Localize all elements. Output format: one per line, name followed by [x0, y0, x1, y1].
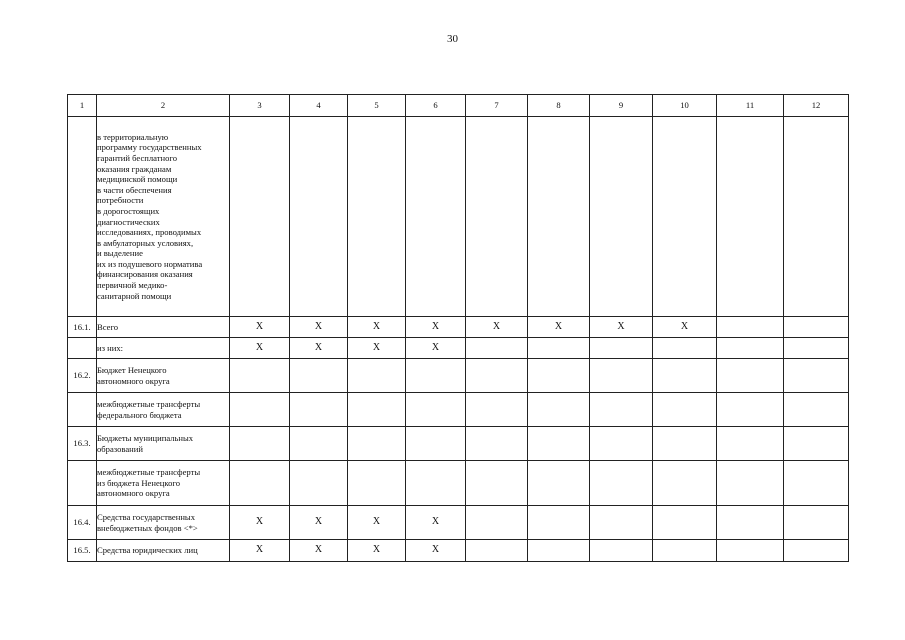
value-cell-col-7 — [466, 506, 528, 540]
row-description — [97, 338, 230, 359]
value-cell-col-10 — [653, 540, 717, 562]
value-cell-col-3: X — [230, 506, 290, 540]
value-cell-col-6: X — [406, 317, 466, 338]
description-line: в части обеспечения — [97, 184, 172, 195]
header-cell-11: 11 — [717, 95, 784, 117]
value-cell-col-5: X — [348, 540, 406, 562]
description-line: автономного округа — [97, 375, 170, 386]
value-cell-col-4 — [290, 461, 348, 506]
row-description — [97, 427, 230, 461]
value-cell-col-9 — [590, 359, 653, 393]
description-line: в дорогостоящих — [97, 205, 160, 216]
row-code: 16.4. — [68, 506, 97, 540]
value-cell-col-8 — [528, 117, 590, 317]
value-cell-col-11 — [717, 359, 784, 393]
header-cell-8: 8 — [528, 95, 590, 117]
value-cell-col-5 — [348, 359, 406, 393]
value-cell-col-12 — [784, 359, 849, 393]
table-row — [68, 506, 849, 540]
value-cell-col-9 — [590, 117, 653, 317]
row-code: 16.1. — [68, 317, 97, 338]
value-cell-col-12 — [784, 338, 849, 359]
value-cell-col-6: X — [406, 338, 466, 359]
value-cell-col-5: X — [348, 317, 406, 338]
description-line: Бюджеты муниципальных — [97, 432, 194, 443]
value-cell-col-5: X — [348, 506, 406, 540]
description-line: программу государственных — [97, 142, 202, 153]
value-cell-col-4 — [290, 117, 348, 317]
value-cell-col-9 — [590, 427, 653, 461]
value-cell-col-12 — [784, 540, 849, 562]
row-description — [97, 317, 230, 338]
row-code: 16.5. — [68, 540, 97, 562]
header-cell-9: 9 — [590, 95, 653, 117]
row-code — [68, 393, 97, 427]
table-row — [68, 117, 849, 317]
value-cell-col-7: X — [466, 317, 528, 338]
description-line: исследованиях, проводимых — [97, 227, 202, 238]
value-cell-col-7 — [466, 338, 528, 359]
value-cell-col-9 — [590, 393, 653, 427]
value-cell-col-6: X — [406, 540, 466, 562]
value-cell-col-7 — [466, 393, 528, 427]
table-row — [68, 317, 849, 338]
description-line: их из подушевого норматива — [97, 258, 203, 269]
description-line: межбюджетные трансферты — [97, 467, 201, 478]
value-cell-col-11 — [717, 338, 784, 359]
table-row — [68, 540, 849, 562]
value-cell-col-4: X — [290, 540, 348, 562]
row-description — [97, 461, 230, 506]
value-cell-col-11 — [717, 317, 784, 338]
value-cell-col-10 — [653, 338, 717, 359]
header-cell-1: 1 — [68, 95, 97, 117]
value-cell-col-4 — [290, 393, 348, 427]
value-cell-col-8 — [528, 393, 590, 427]
description-line: диагностических — [97, 216, 160, 227]
value-cell-col-3 — [230, 461, 290, 506]
value-cell-col-10 — [653, 506, 717, 540]
value-cell-col-4 — [290, 359, 348, 393]
row-description — [97, 506, 230, 540]
budget-table — [67, 94, 849, 562]
description-line: в амбулаторных условиях, — [97, 237, 194, 248]
header-cell-7: 7 — [466, 95, 528, 117]
description-line: финансирования оказания — [97, 269, 193, 280]
description-line: оказания гражданам — [97, 163, 172, 174]
header-cell-5: 5 — [348, 95, 406, 117]
value-cell-col-7 — [466, 427, 528, 461]
value-cell-col-9 — [590, 506, 653, 540]
value-cell-col-3 — [230, 117, 290, 317]
row-code — [68, 461, 97, 506]
table-row — [68, 461, 849, 506]
value-cell-col-9 — [590, 338, 653, 359]
value-cell-col-3: X — [230, 317, 290, 338]
value-cell-col-8 — [528, 506, 590, 540]
value-cell-col-3 — [230, 427, 290, 461]
page-number: 30 — [447, 33, 458, 45]
description-line: Бюджет Ненецкого — [97, 364, 167, 375]
value-cell-col-6 — [406, 117, 466, 317]
value-cell-col-11 — [717, 117, 784, 317]
row-code — [68, 338, 97, 359]
value-cell-col-6 — [406, 427, 466, 461]
value-cell-col-3: X — [230, 338, 290, 359]
row-code: 16.3. — [68, 427, 97, 461]
value-cell-col-12 — [784, 506, 849, 540]
value-cell-col-4: X — [290, 317, 348, 338]
value-cell-col-12 — [784, 427, 849, 461]
value-cell-col-6 — [406, 461, 466, 506]
description-line: образований — [97, 443, 143, 454]
description-line: Всего — [97, 321, 119, 332]
value-cell-col-3 — [230, 393, 290, 427]
row-description — [97, 117, 230, 317]
description-line: медицинской помощи — [97, 174, 178, 185]
value-cell-col-11 — [717, 427, 784, 461]
row-description — [97, 540, 230, 562]
description-line: автономного округа — [97, 488, 170, 499]
value-cell-col-5 — [348, 427, 406, 461]
value-cell-col-7 — [466, 117, 528, 317]
value-cell-col-5 — [348, 461, 406, 506]
value-cell-col-10 — [653, 117, 717, 317]
description-line: в территориальную — [97, 131, 169, 142]
value-cell-col-6 — [406, 393, 466, 427]
row-description — [97, 393, 230, 427]
description-line: потребности — [97, 195, 144, 206]
table-row — [68, 393, 849, 427]
header-cell-10: 10 — [653, 95, 717, 117]
header-cell-6: 6 — [406, 95, 466, 117]
value-cell-col-12 — [784, 393, 849, 427]
description-line: санитарной помощи — [97, 290, 172, 301]
value-cell-col-7 — [466, 359, 528, 393]
value-cell-col-12 — [784, 317, 849, 338]
value-cell-col-6: X — [406, 506, 466, 540]
value-cell-col-11 — [717, 461, 784, 506]
value-cell-col-11 — [717, 540, 784, 562]
value-cell-col-12 — [784, 117, 849, 317]
description-line: гарантий бесплатного — [97, 152, 177, 163]
value-cell-col-8: X — [528, 317, 590, 338]
description-line: и выделение — [97, 248, 143, 259]
table-row — [68, 338, 849, 359]
value-cell-col-10 — [653, 359, 717, 393]
value-cell-col-5: X — [348, 338, 406, 359]
value-cell-col-4: X — [290, 506, 348, 540]
header-cell-3: 3 — [230, 95, 290, 117]
value-cell-col-3 — [230, 359, 290, 393]
header-cell-2: 2 — [97, 95, 230, 117]
description-line: Средства государственных — [97, 511, 196, 522]
description-line: из бюджета Ненецкого — [97, 477, 181, 488]
description-line: федерального бюджета — [97, 409, 182, 420]
value-cell-col-10 — [653, 393, 717, 427]
value-cell-col-8 — [528, 427, 590, 461]
table-row — [68, 359, 849, 393]
value-cell-col-12 — [784, 461, 849, 506]
value-cell-col-8 — [528, 359, 590, 393]
row-code: 16.2. — [68, 359, 97, 393]
value-cell-col-8 — [528, 461, 590, 506]
value-cell-col-10 — [653, 427, 717, 461]
row-code — [68, 117, 97, 317]
value-cell-col-10 — [653, 461, 717, 506]
header-cell-12: 12 — [784, 95, 849, 117]
table-header-row — [68, 95, 849, 117]
value-cell-col-7 — [466, 540, 528, 562]
table-row — [68, 427, 849, 461]
value-cell-col-4: X — [290, 338, 348, 359]
value-cell-col-4 — [290, 427, 348, 461]
value-cell-col-10: X — [653, 317, 717, 338]
description-line: межбюджетные трансферты — [97, 398, 201, 409]
description-line: Средства юридических лиц — [97, 545, 198, 556]
description-line: первичной медико- — [97, 280, 168, 291]
header-cell-4: 4 — [290, 95, 348, 117]
value-cell-col-11 — [717, 393, 784, 427]
value-cell-col-5 — [348, 393, 406, 427]
value-cell-col-11 — [717, 506, 784, 540]
value-cell-col-9: X — [590, 317, 653, 338]
row-description — [97, 359, 230, 393]
value-cell-col-7 — [466, 461, 528, 506]
value-cell-col-9 — [590, 540, 653, 562]
description-line: внебюджетных фондов <*> — [97, 522, 198, 533]
value-cell-col-8 — [528, 540, 590, 562]
value-cell-col-6 — [406, 359, 466, 393]
value-cell-col-5 — [348, 117, 406, 317]
value-cell-col-8 — [528, 338, 590, 359]
value-cell-col-9 — [590, 461, 653, 506]
description-line: из них: — [97, 342, 124, 353]
value-cell-col-3: X — [230, 540, 290, 562]
